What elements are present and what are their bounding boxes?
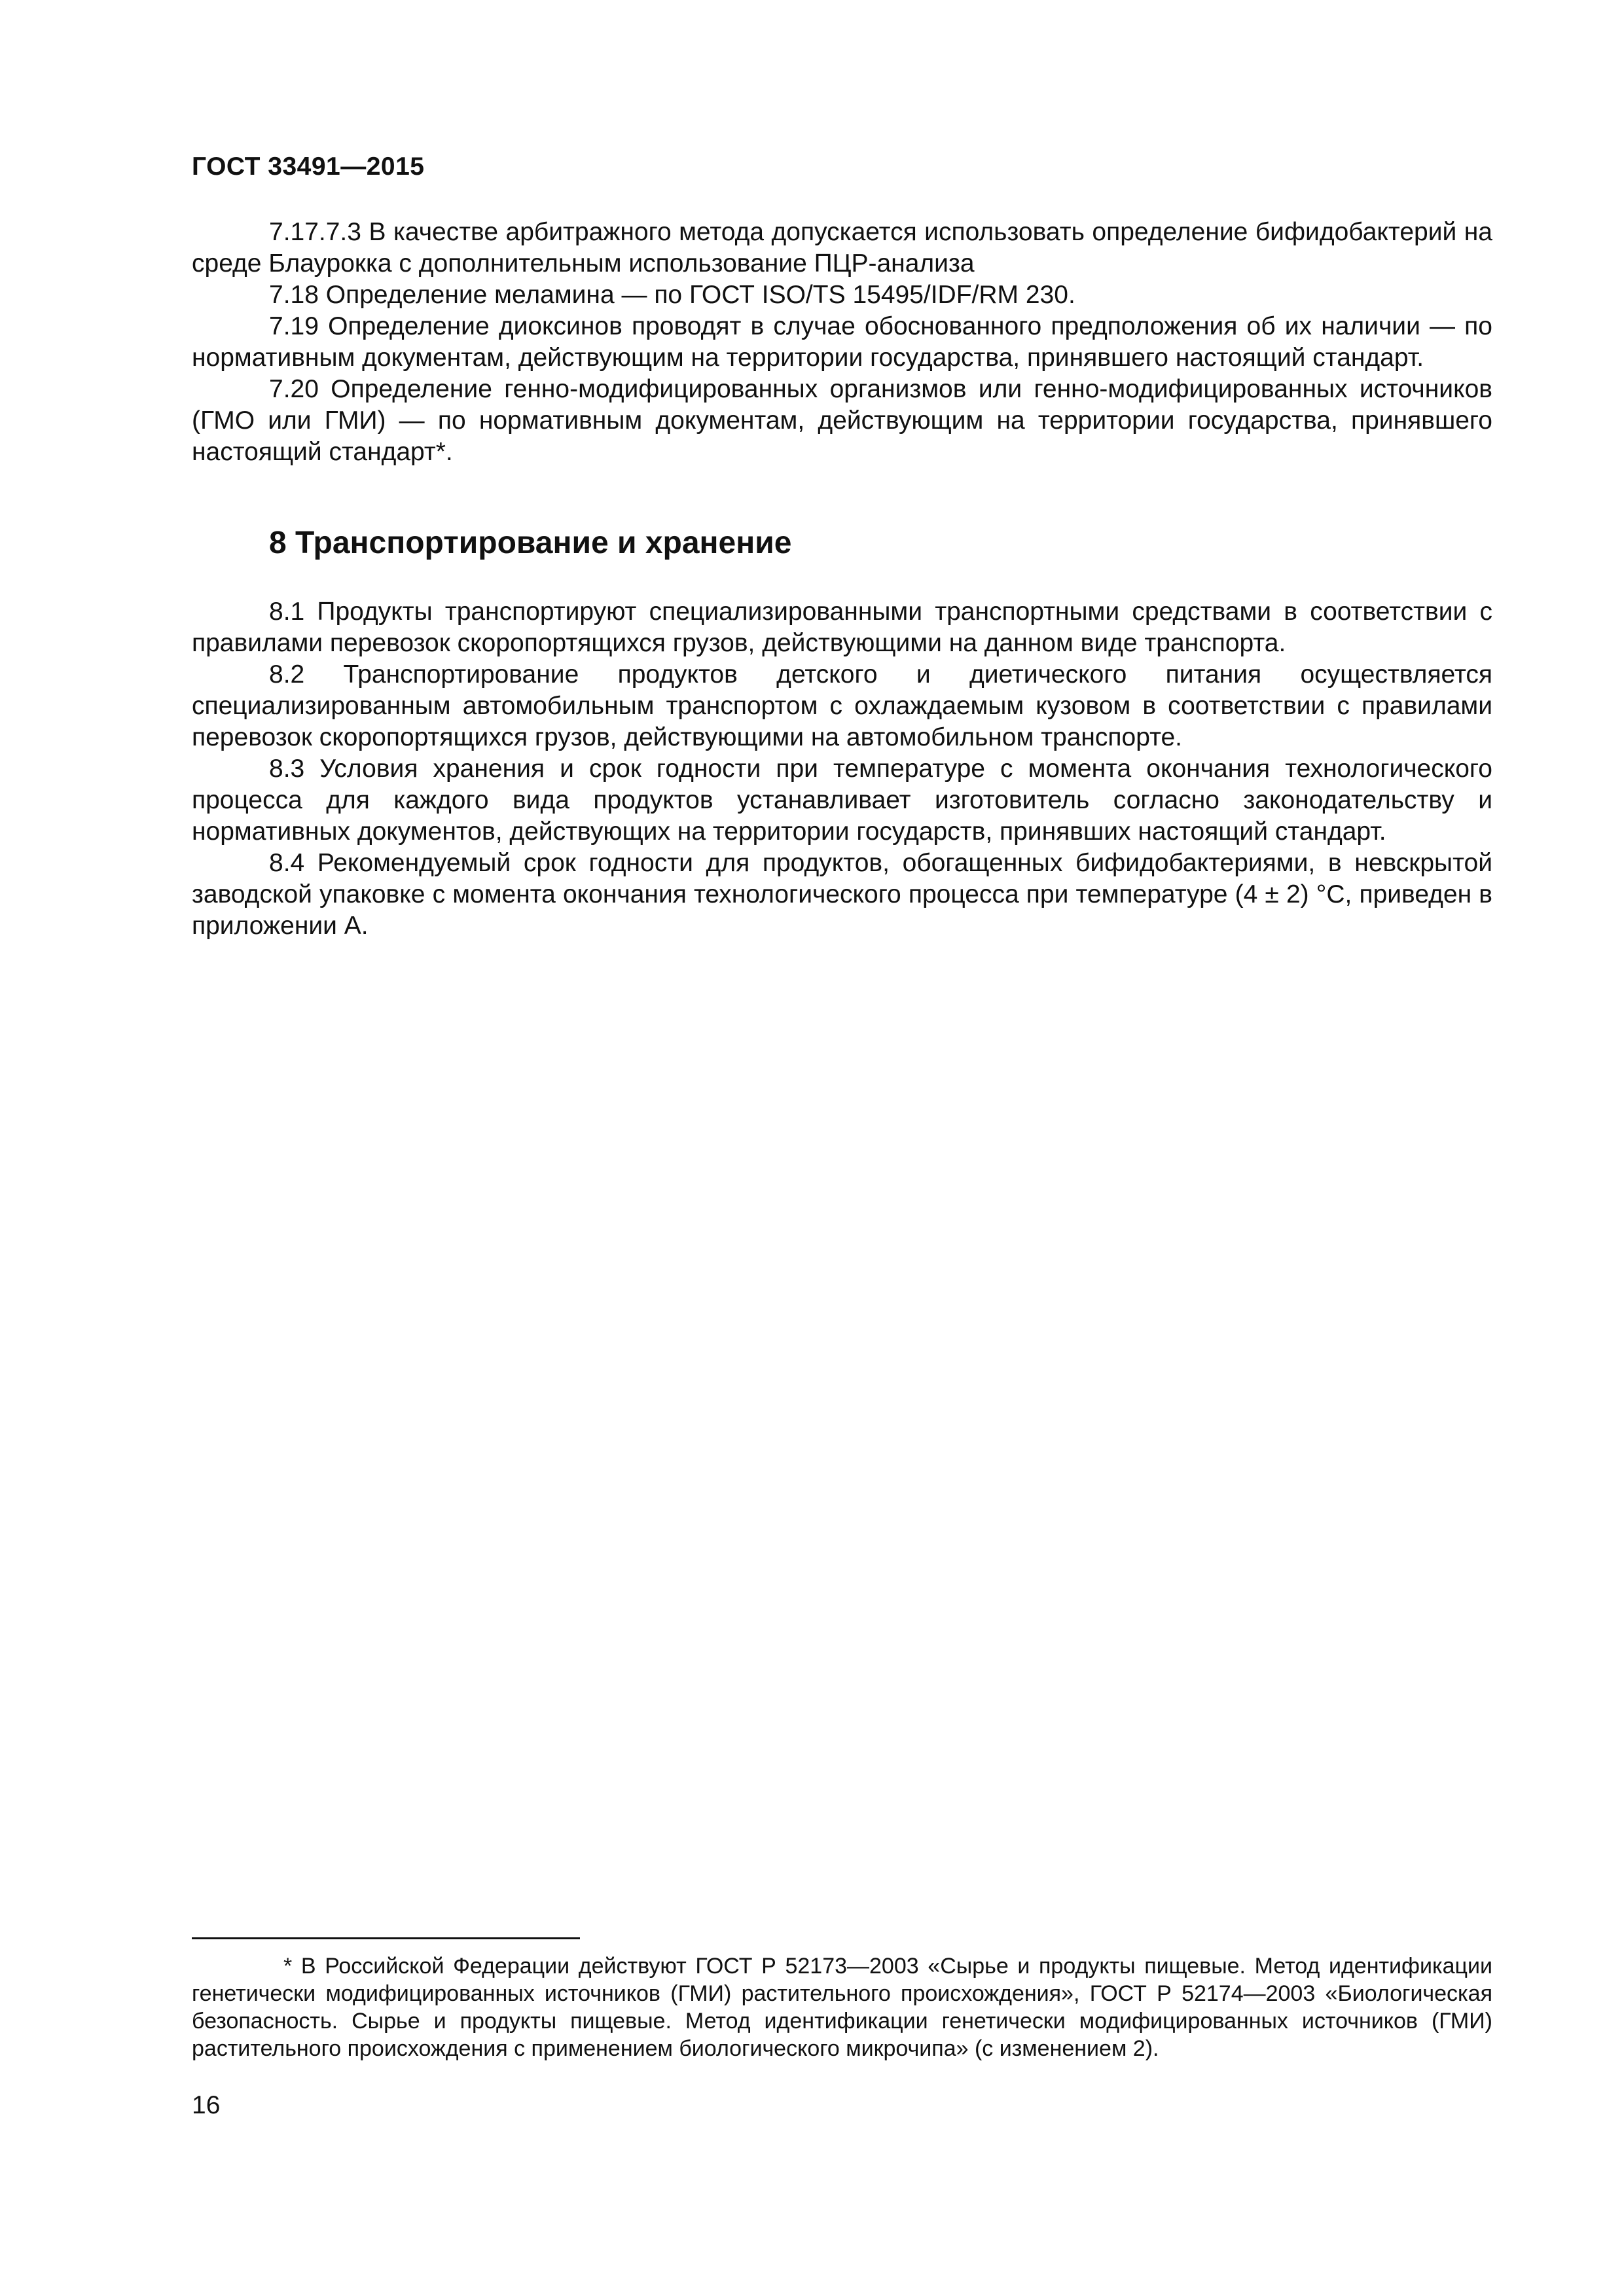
section-8-heading: 8 Транспортирование и хранение	[269, 526, 792, 560]
footnote: * В Российской Федерации действуют ГОСТ Р 52173—2003 «Сырье и продукты пищевые. Метод идентификации генетически модифицированных источников (ГМИ) растительного происхождения», ГОСТ Р 52174—2003 «Биологическая безопасность. Сырье и продукты пищевые. Метод идентификации генетически модифицированных источников (ГМИ) растительного происхождения с применением биологического микрочипа» (с изменением 2).	[192, 1954, 1492, 2061]
paragraph-8-1: 8.1 Продукты транспортируют специализированными транспортными средствами в соответствии с правилами перевозок скоропортящихся грузов, действующими на данном виде транспорта.	[192, 598, 1492, 657]
paragraph-8-4: 8.4 Рекомендуемый срок годности для продуктов, обогащенных бифидобактериями, в невскрытой заводской упаковке с момента окончания технологического процесса при температуре (4 ± 2) °С, приведен в приложении А.	[192, 849, 1492, 940]
document-header: ГОСТ 33491—2015	[192, 152, 425, 181]
section-7-body	[192, 217, 1492, 468]
section-8-body	[192, 596, 1492, 942]
paragraph-7-18: 7.18 Определение меламина — по ГОСТ ISO/TS 15495/IDF/RM 230.	[269, 281, 1075, 309]
footnote-separator	[192, 1937, 580, 1939]
paragraph-8-2: 8.2 Транспортирование продуктов детского и диетического питания осуществляется специализированным автомобильным транспортом с охлаждаемым кузовом в соответствии с правилами перевозок скоропортящихся грузов, действующими на автомобильном транспорте.	[192, 660, 1492, 751]
paragraph-7-20: 7.20 Определение генно-модифицированных организмов или генно-модифицированных источников (ГМО или ГМИ) — по нормативным документам, действующим на территории государства, принявшего настоящий стандарт*.	[192, 375, 1492, 466]
paragraph-8-3: 8.3 Условия хранения и срок годности при температуре с момента окончания технологического процесса для каждого вида продуктов устанавливает изготовитель согласно законодательству и нормативных документов, действующих на территории государств, принявших настоящий стандарт.	[192, 755, 1492, 846]
page-number: 16	[192, 2091, 221, 2119]
paragraph-7-19: 7.19 Определение диоксинов проводят в случае обоснованного предположения об их наличии — по нормативным документам, действующим на территории государства, принявшего настоящий стандарт.	[192, 312, 1492, 372]
paragraph-7-17-7-3: 7.17.7.3 В качестве арбитражного метода допускается использовать определение бифидобактерий на среде Блаурокка с дополнительным использование ПЦР-анализа	[192, 218, 1492, 278]
